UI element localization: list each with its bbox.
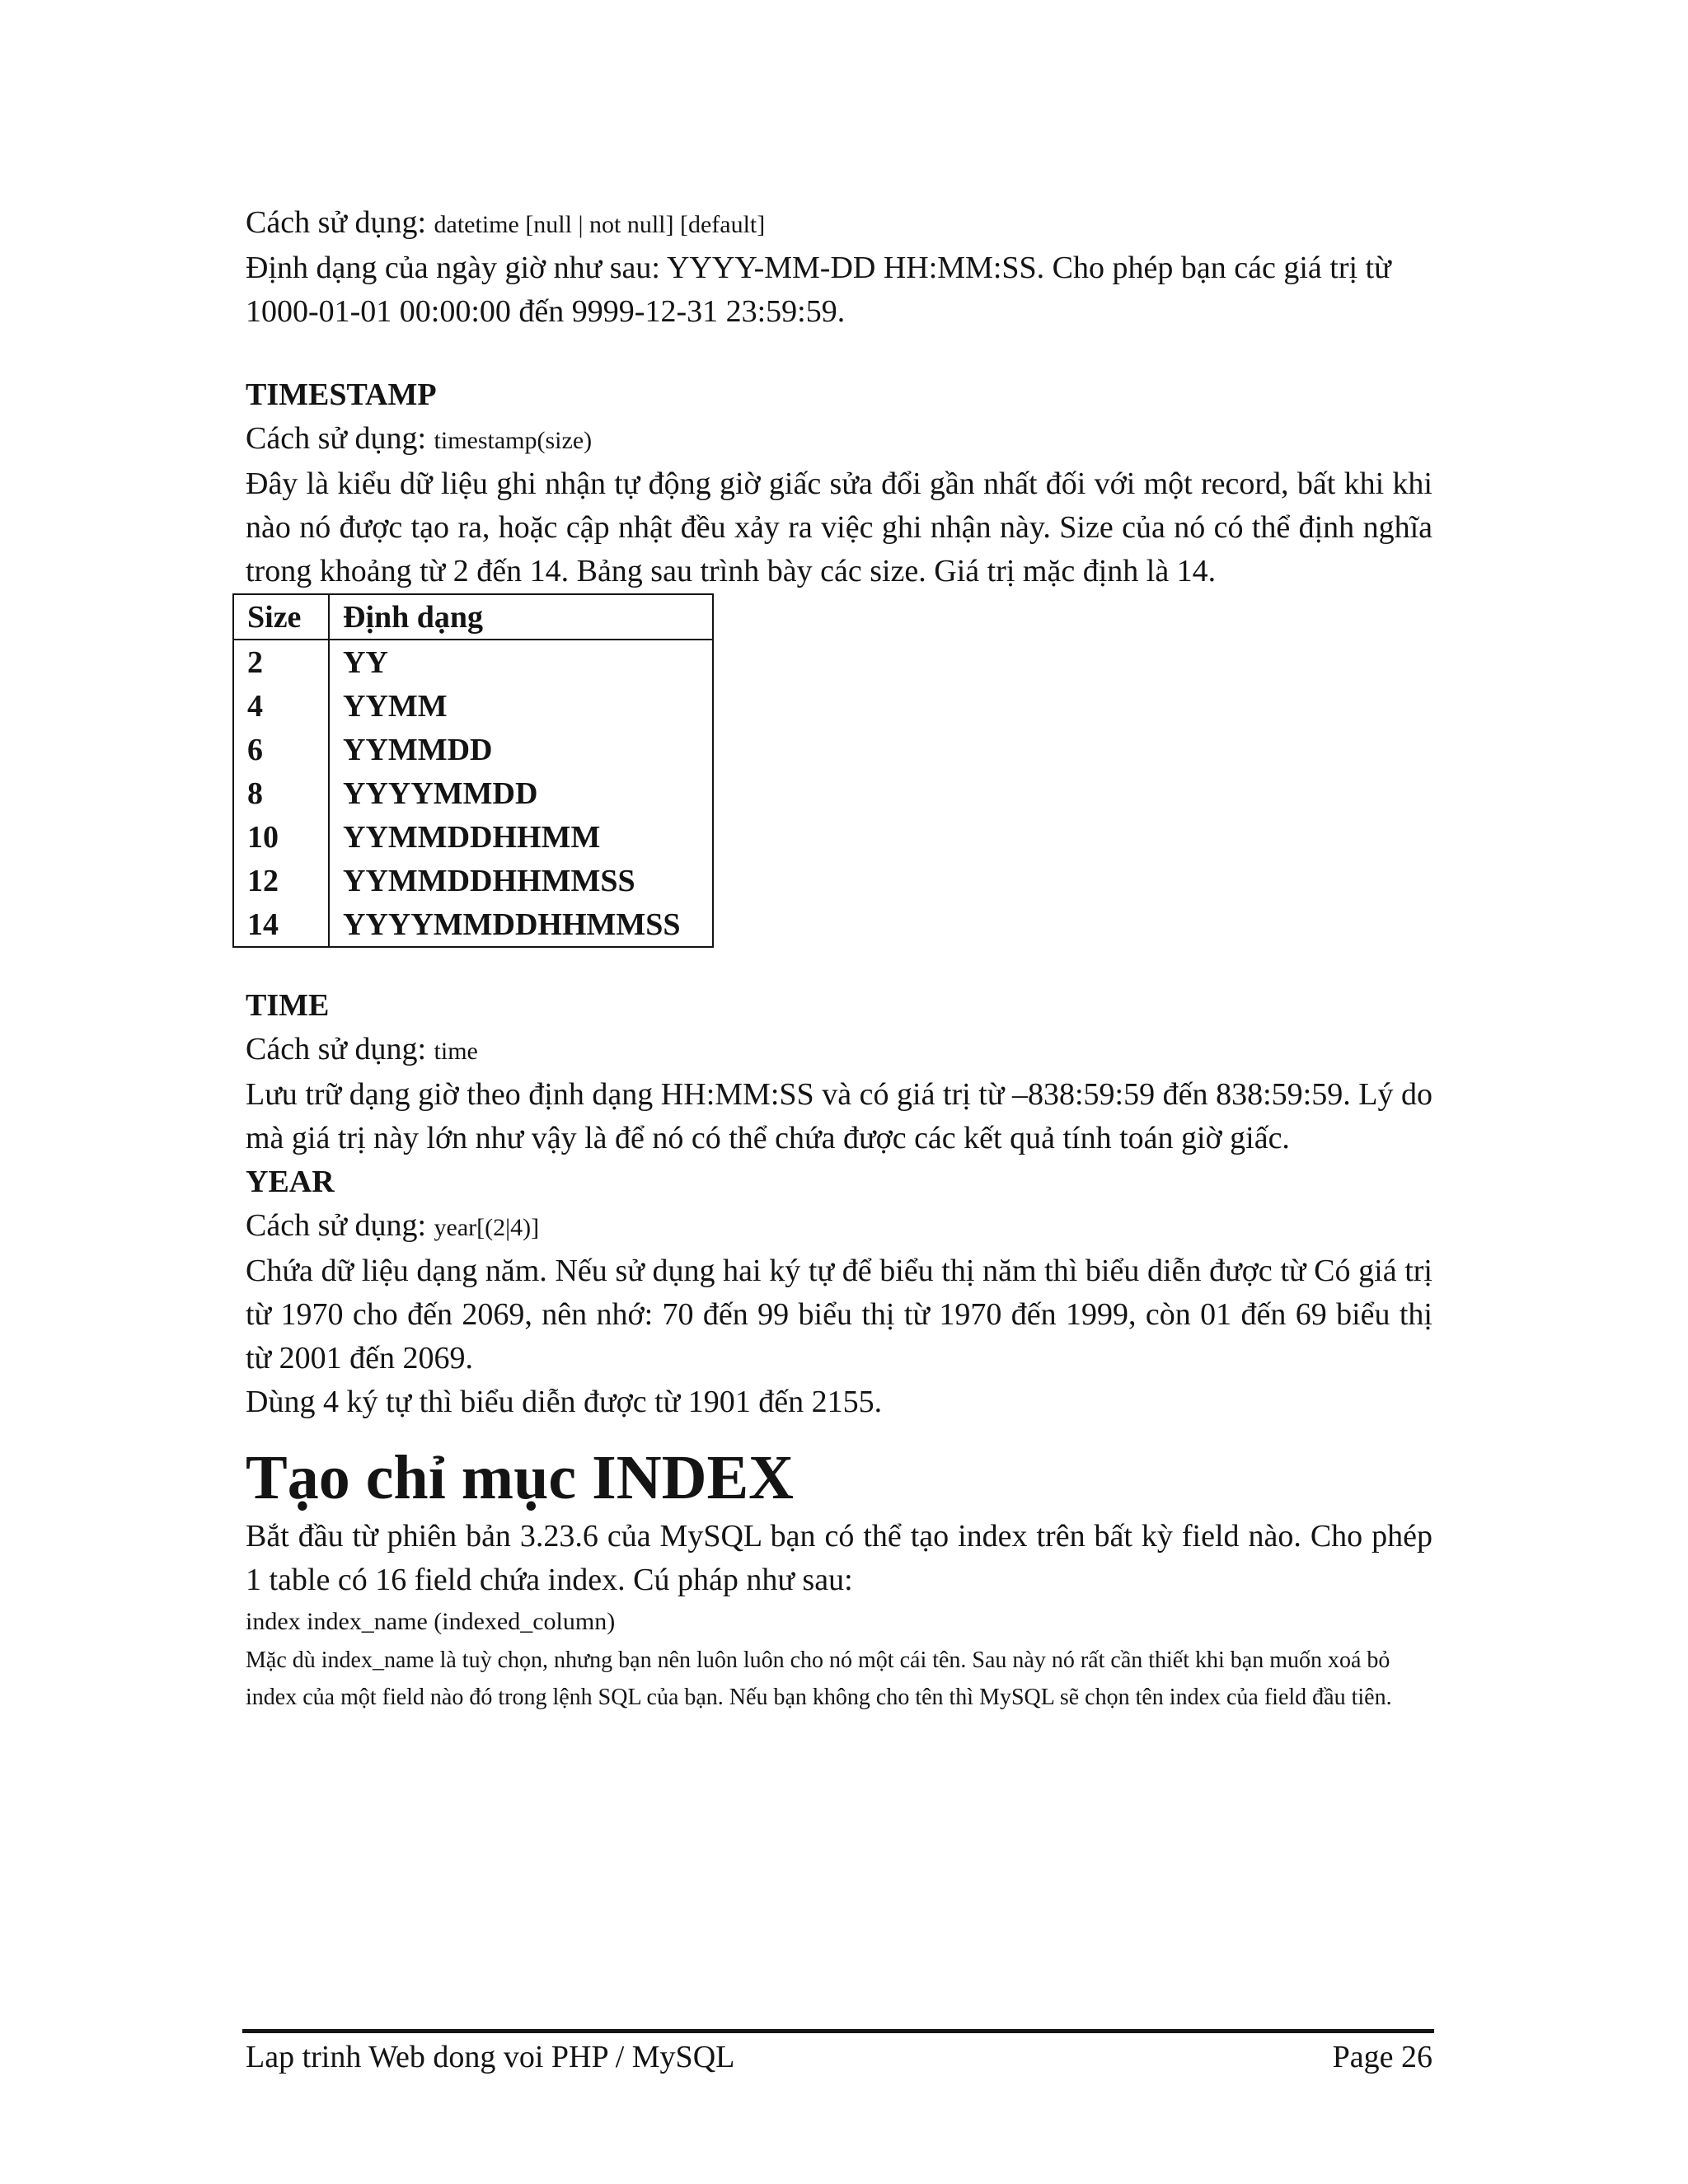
year-description-2: Dùng 4 ký tự thì biểu diễn được từ 1901 đến 2155. <box>246 1385 883 1419</box>
time-heading: TIME <box>246 988 330 1023</box>
year-usage-label: Cách sử dụng: <box>246 1208 427 1243</box>
table-cell-format: YYMMDD <box>329 728 713 771</box>
footer-divider <box>242 2029 1434 2033</box>
table-cell-format: YYMMDDHHMM <box>329 815 713 859</box>
time-description: Lưu trữ dạng giờ theo định dạng HH:MM:SS và có giá trị từ –838:59:59 đến 838:59:59. Lý do mà giá trị này lớn như vậy là để nó có thể chứa được các kết quả tính toán giờ giấc. <box>246 1077 1432 1155</box>
timestamp-description: Đây là kiểu dữ liệu ghi nhận tự động giờ giấc sửa đổi gần nhất đối với một record, bất khi khi nào nó được tạo ra, hoặc cập nhật đều xảy ra việc ghi nhận này. Size của nó có thể định nghĩa trong khoảng từ 2 đến 14. Bảng sau trình bày các size. Giá trị mặc định là 14. <box>246 466 1432 588</box>
timestamp-usage <box>246 417 1432 462</box>
table-row <box>233 640 713 684</box>
datetime-usage <box>246 201 1432 246</box>
index-syntax: index index_name (indexed_column) <box>246 1608 616 1635</box>
table-cell-format: YYYYMMDD <box>329 771 713 815</box>
table-row <box>233 771 713 815</box>
page-footer <box>246 2036 1432 2079</box>
table-cell-size: 6 <box>233 728 329 771</box>
timestamp-usage-code: timestamp(size) <box>434 427 593 454</box>
footer-book-title: Lap trinh Web dong voi PHP / MySQL <box>246 2040 735 2074</box>
footer-page-number: Page 26 <box>1332 2040 1432 2074</box>
table-cell-size: 10 <box>233 815 329 859</box>
time-usage-label: Cách sử dụng: <box>246 1032 427 1066</box>
table-cell-format: YY <box>329 640 713 684</box>
table-header-size: Size <box>233 594 329 640</box>
index-section-title: Tạo chỉ mục INDEX <box>246 1443 795 1512</box>
timestamp-heading: TIMESTAMP <box>246 377 437 412</box>
table-row <box>233 684 713 728</box>
table-cell-size: 12 <box>233 859 329 902</box>
datetime-description: Định dạng của ngày giờ như sau: YYYY-MM-DD HH:MM:SS. Cho phép bạn các giá trị từ 1000-01-01 00:00:00 đến 9999-12-31 23:59:59. <box>246 251 1391 329</box>
table-cell-size: 4 <box>233 684 329 728</box>
timestamp-size-table <box>232 593 714 948</box>
table-header-row <box>233 594 713 640</box>
year-description: Chứa dữ liệu dạng năm. Nếu sử dụng hai ký tự để biểu thị năm thì biểu diễn được từ Có giá trị từ 1970 cho đến 2069, nên nhớ: 70 đến 99 biểu thị từ 1970 đến 1999, còn 01 đến 69 biểu thị từ 2001 đến 2069. <box>246 1254 1432 1376</box>
page-content <box>246 201 1432 1716</box>
table-cell-format: YYMM <box>329 684 713 728</box>
year-usage <box>246 1204 1432 1249</box>
table-cell-size: 2 <box>233 640 329 684</box>
datetime-usage-code: datetime [null | not null] [default] <box>434 211 766 238</box>
table-cell-format: YYYYMMDDHHMMSS <box>329 902 713 947</box>
table-row <box>233 859 713 902</box>
table-header-format: Định dạng <box>329 594 713 640</box>
time-usage <box>246 1028 1432 1073</box>
timestamp-usage-label: Cách sử dụng: <box>246 421 427 456</box>
table-cell-size: 8 <box>233 771 329 815</box>
table-row <box>233 728 713 771</box>
table-cell-format: YYMMDDHHMMSS <box>329 859 713 902</box>
index-intro: Bắt đầu từ phiên bản 3.23.6 của MySQL bạn có thể tạo index trên bất kỳ field nào. Cho phép 1 table có 16 field chứa index. Cú pháp như sau: <box>246 1519 1432 1597</box>
index-note: Mặc dù index_name là tuỳ chọn, nhưng bạn nên luôn luôn cho nó một cái tên. Sau này nó rất cần thiết khi bạn muốn xoá bỏ index của một field nào đó trong lệnh SQL của bạn. Nếu bạn không cho tên thì MySQL sẽ chọn tên index của field đầu tiên. <box>246 1647 1392 1710</box>
time-usage-code: time <box>434 1038 478 1065</box>
year-heading: YEAR <box>246 1165 335 1199</box>
table-row <box>233 815 713 859</box>
datetime-usage-label: Cách sử dụng: <box>246 205 427 240</box>
year-usage-code: year[(2|4)] <box>434 1214 540 1241</box>
table-cell-size: 14 <box>233 902 329 947</box>
table-row <box>233 902 713 947</box>
